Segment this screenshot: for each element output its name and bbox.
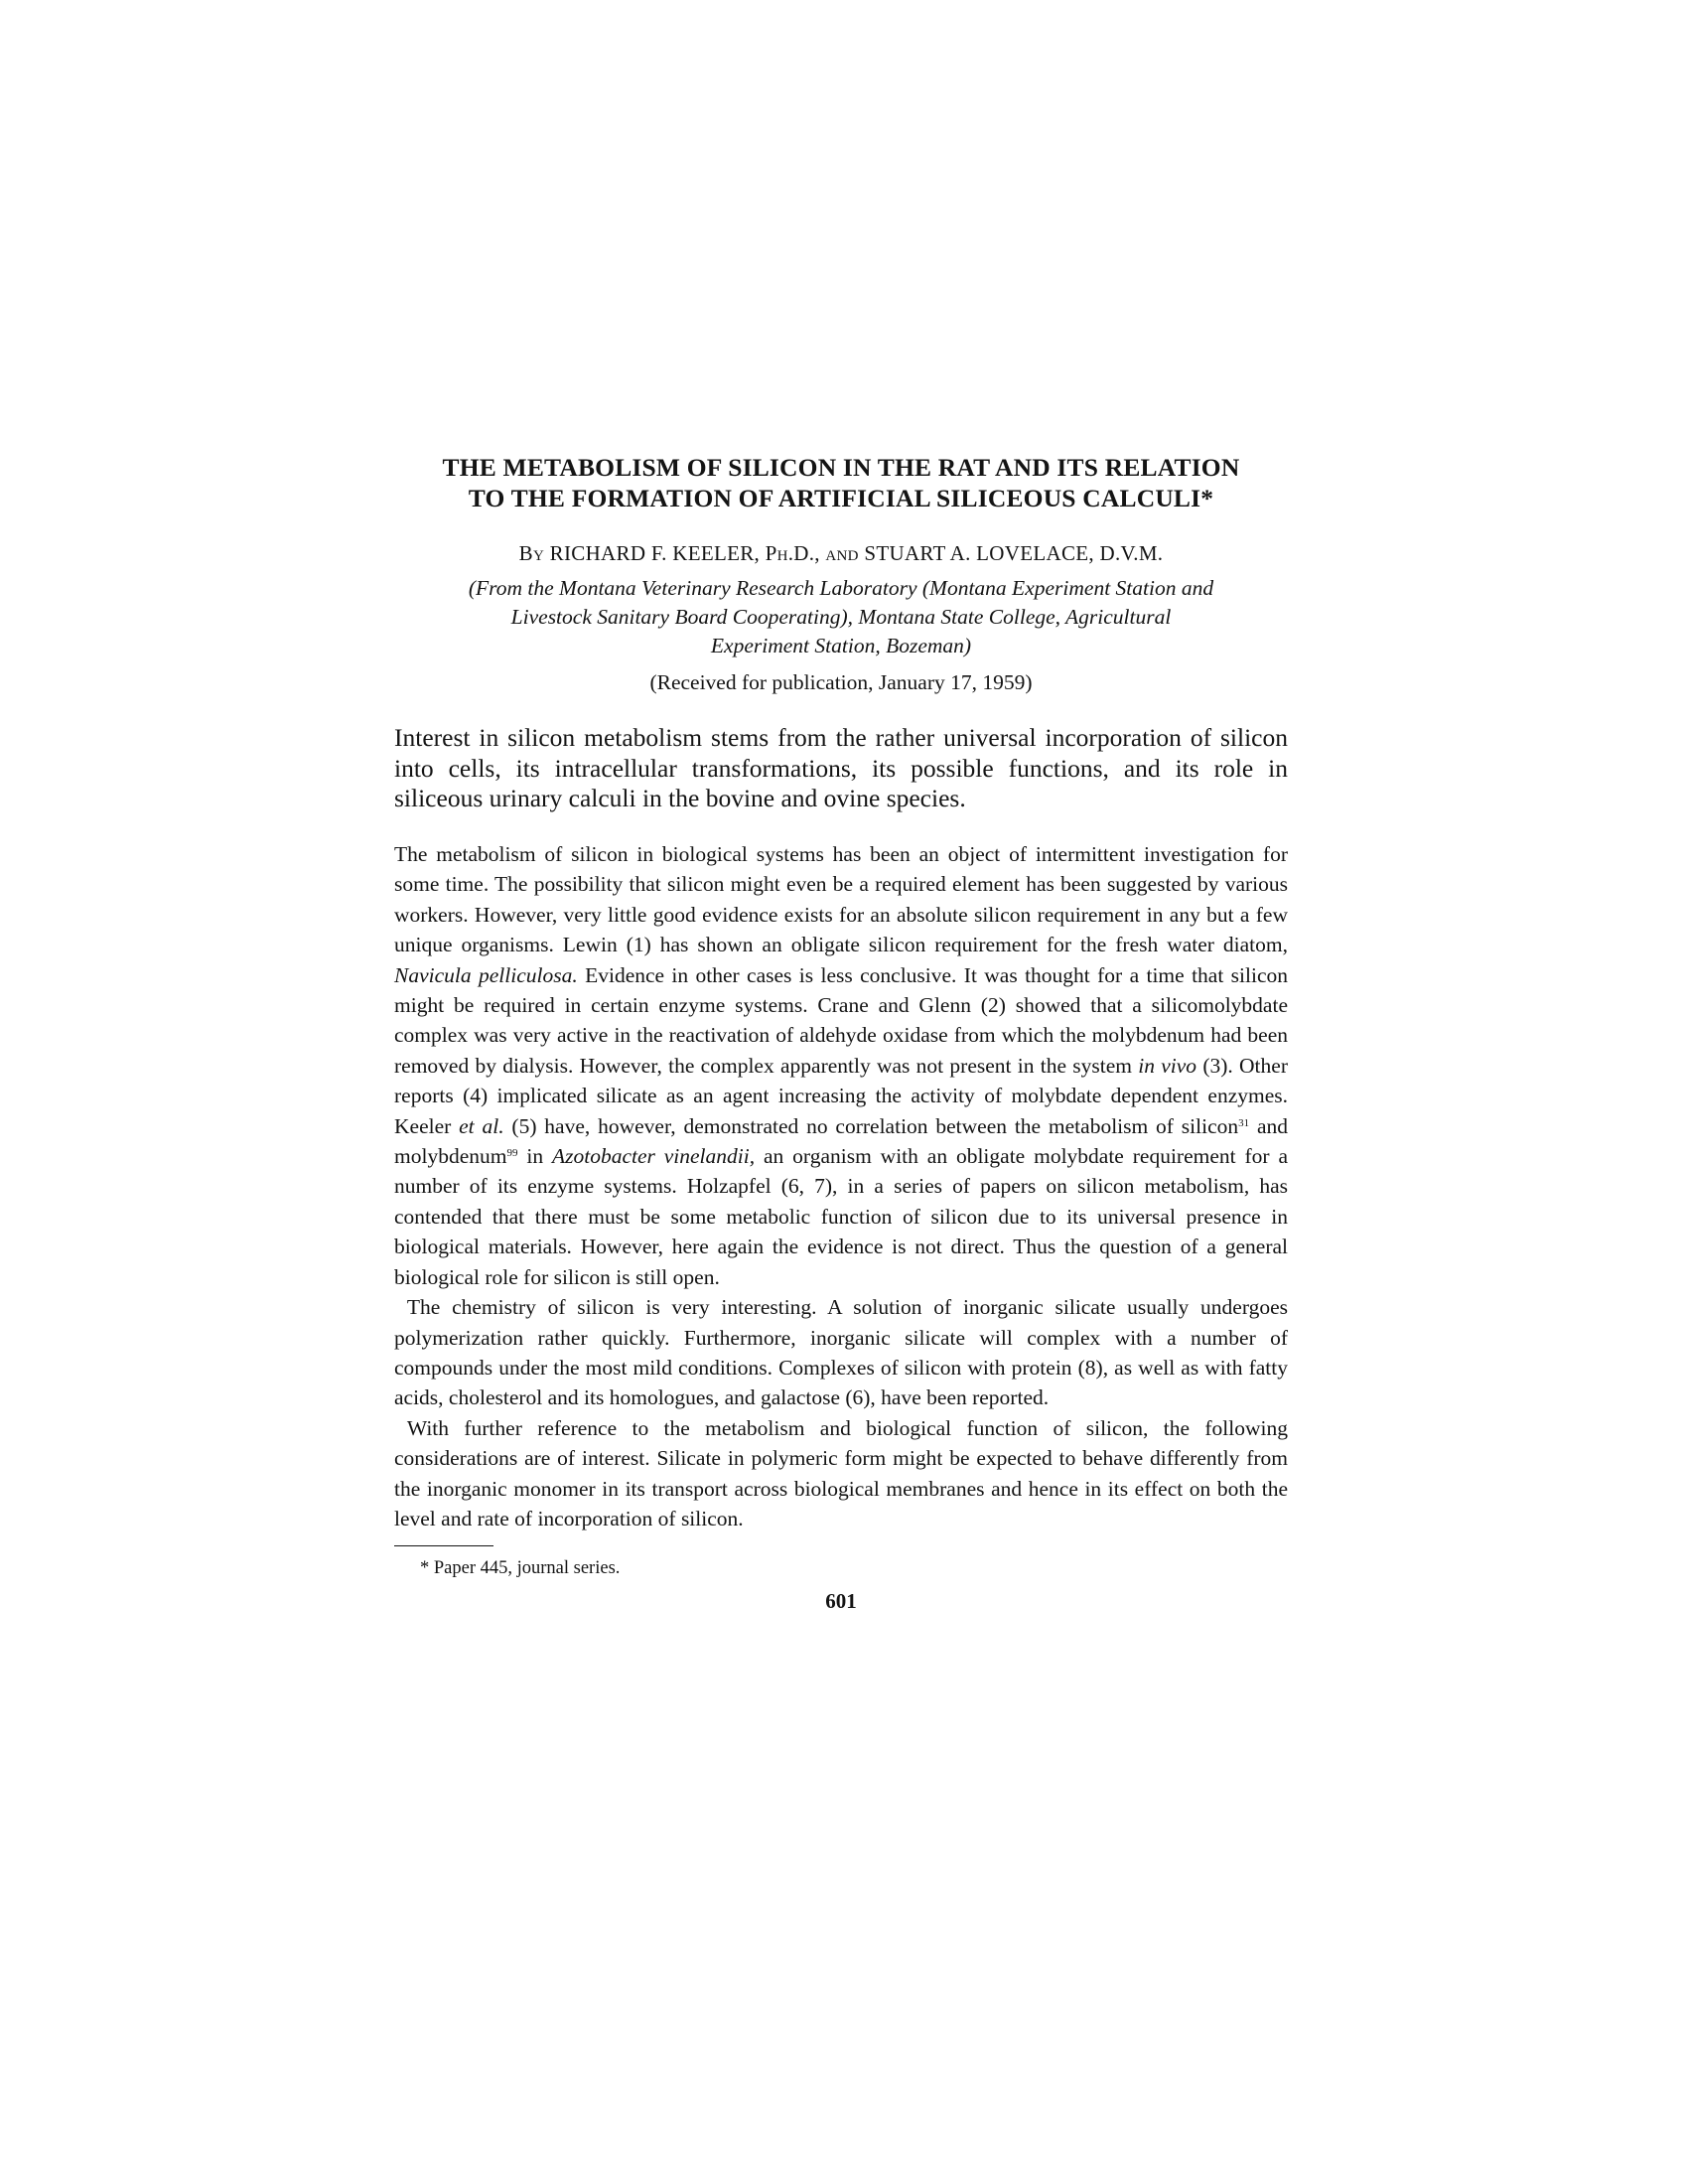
- author-line: [394, 541, 1288, 566]
- affiliation-line-3: Experiment Station, Bozeman): [710, 634, 972, 657]
- body-text: [394, 839, 1288, 1533]
- paragraph-2: The chemistry of silicon is very interesting. A solution of inorganic silicate usually undergoes polymerization rather quickly. Furthermore, inorganic silicate will complex with a number of compounds under the most mild conditions. Complexes of silicon with protein (8), as well as with fatty acids, cholesterol and its homologues, and galactose (6), have been reported.: [394, 1295, 1288, 1410]
- latin-term: in vivo: [1138, 1053, 1197, 1078]
- paper-page: [394, 452, 1288, 1614]
- isotope-superscript: 99: [506, 1147, 518, 1160]
- paragraph-1: The metabolism of silicon in biological systems has been an object of intermittent investigation for some time. The possibility that silicon might even be a required element has been suggested by various workers. However, very little good evidence exists for an absolute silicon requirement in any but a few unique organisms. Lewin (1) has shown an obligate silicon requirement for the fresh water diatom, Navicula pelliculosa. Evidence in other cases is less conclusive. It was thought for a time that silicon might be required in certain enzyme systems. Crane and Glenn (2) showed that a silicomolybdate complex was very active in the reactivation of aldehyde oxidase from which the molybdenum had been removed by dialysis. However, the complex apparently was not present in the system in vivo (3). Other reports (4) implicated silicate as an agent increasing the activity of molybdate dependent enzymes. Keeler et al. (5) have, however, demonstrated no correlation between the metabolism of silicon$^{31}$ and molybdenum$^{99}$ in Azotobacter vinelandii, an organism with an obligate molybdate requirement for a number of its enzyme systems. Holzapfel (6, 7), in a series of papers on silicon metabolism, has contended that there must be some metabolic function of silicon due to its universal presence in biological materials. However, here again the evidence is not direct. Thus the question of a general biological role for silicon is still open.: [394, 842, 1288, 1289]
- and-label: and: [825, 541, 859, 565]
- article-title: [394, 452, 1288, 513]
- title-line-2: TO THE FORMATION OF ARTIFICIAL SILICEOUS CALCULI*: [468, 484, 1214, 512]
- paragraph-3: With further reference to the metabolism and biological function of silicon, the following considerations are of interest. Silicate in polymeric form might be expected to behave differently from the inorganic monomer in its transport across biological membranes and hence in its effect on both the level and rate of incorporation of silicon.: [394, 1415, 1288, 1530]
- footnote: * Paper 445, journal series.: [420, 1558, 621, 1579]
- latin-term: et al.: [459, 1113, 504, 1138]
- author-2: STUART A. LOVELACE, D.V.M.: [864, 541, 1164, 565]
- species-name: Navicula pelliculosa.: [394, 962, 578, 987]
- received-date: (Received for publication, January 17, 1959): [649, 670, 1033, 694]
- author-1: RICHARD F. KEELER,: [549, 541, 761, 565]
- footnote-divider: [394, 1545, 493, 1546]
- page-number: 601: [825, 1589, 857, 1614]
- abstract: Interest in silicon metabolism stems from the rather universal incorporation of silicon into cells, its intracellular transformations, its possible functions, and its role in siliceous urinary calculi in the bovine and ovine species.: [394, 723, 1288, 812]
- species-name: Azotobacter vinelandii,: [551, 1144, 756, 1169]
- affiliation: [394, 574, 1288, 660]
- affiliation-line-1: (From the Montana Veterinary Research Laboratory (Montana Experiment Station and: [468, 576, 1214, 600]
- by-label: By: [518, 541, 545, 565]
- affiliation-line-2: Livestock Sanitary Board Cooperating), Montana State College, Agricultural: [510, 605, 1172, 629]
- isotope-superscript: 31: [1238, 1116, 1250, 1129]
- title-line-1: THE METABOLISM OF SILICON IN THE RAT AND ITS RELATION: [442, 453, 1240, 482]
- author-1-degree: Ph.D.,: [765, 541, 820, 565]
